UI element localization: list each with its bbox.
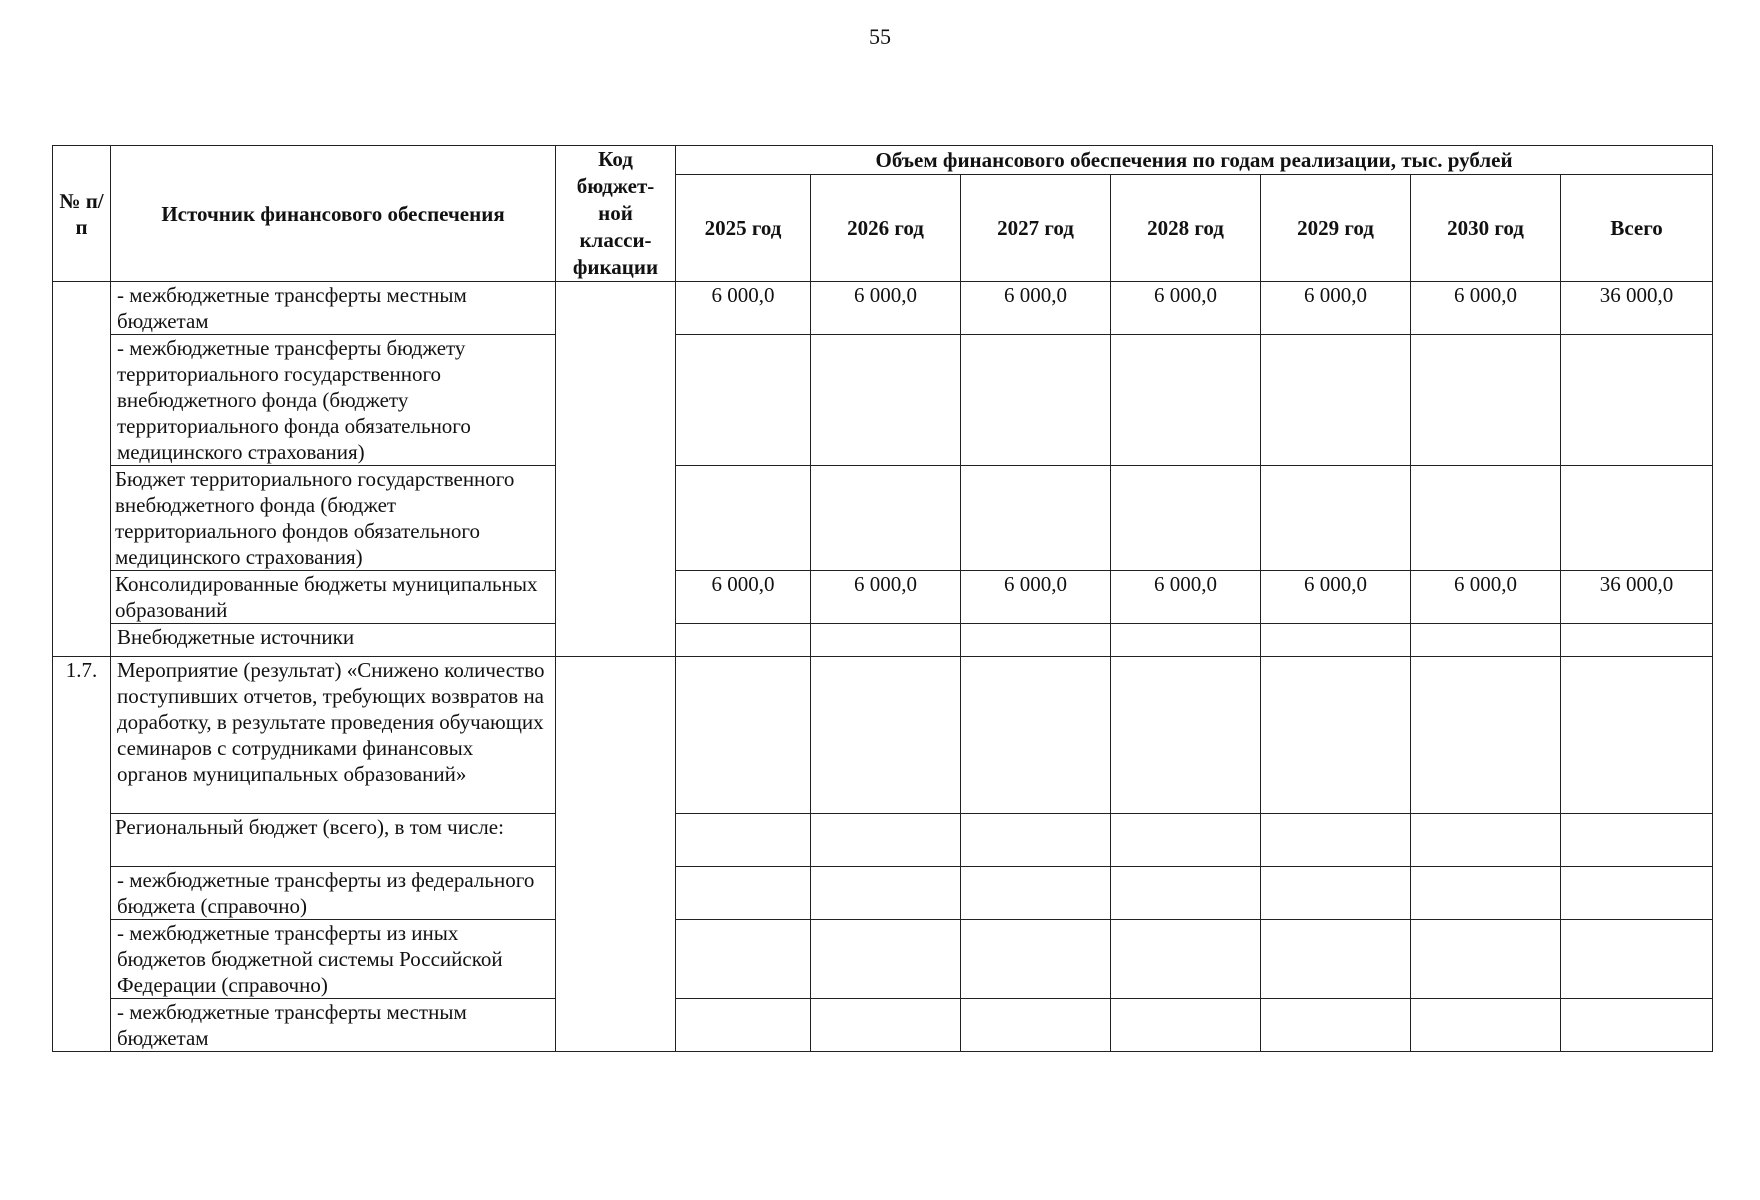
value-2027: 6 000,0: [961, 282, 1111, 335]
header-total: Всего: [1561, 175, 1713, 282]
value-2026: 6 000,0: [811, 282, 961, 335]
value-total: 36 000,0: [1561, 282, 1713, 335]
table-row: [53, 282, 1713, 335]
page-number: 55: [869, 24, 891, 49]
value-2029: [1261, 867, 1411, 920]
value-2030: 6 000,0: [1411, 571, 1561, 624]
value-2028: [1111, 335, 1261, 466]
source-cell: - межбюджетные трансферты местным бюджетам: [111, 999, 556, 1052]
value-2029: [1261, 999, 1411, 1052]
value-total: [1561, 814, 1713, 867]
value-2029: [1261, 657, 1411, 814]
value-2026: 6 000,0: [811, 571, 961, 624]
value-2028: 6 000,0: [1111, 282, 1261, 335]
value-2030: [1411, 814, 1561, 867]
table-row: [53, 867, 1713, 920]
value-total: [1561, 466, 1713, 571]
value-2028: [1111, 867, 1261, 920]
table-row: [53, 335, 1713, 466]
value-2027: [961, 814, 1111, 867]
value-2026: [811, 657, 961, 814]
value-2030: [1411, 624, 1561, 657]
source-cell: Региональный бюджет (всего), в том числе:: [111, 814, 556, 867]
value-2027: [961, 466, 1111, 571]
value-2027: [961, 867, 1111, 920]
value-2029: [1261, 624, 1411, 657]
value-2030: 6 000,0: [1411, 282, 1561, 335]
value-2030: [1411, 920, 1561, 999]
value-2026: [811, 999, 961, 1052]
value-total: [1561, 999, 1713, 1052]
source-cell: - межбюджетные трансферты из федерального бюджета (справочно): [111, 867, 556, 920]
value-2030: [1411, 335, 1561, 466]
value-total: [1561, 920, 1713, 999]
value-2025: [676, 335, 811, 466]
table-row: [53, 624, 1713, 657]
value-2026: [811, 466, 961, 571]
value-2025: 6 000,0: [676, 571, 811, 624]
value-2027: [961, 657, 1111, 814]
table-row: [53, 657, 1713, 814]
value-total: 36 000,0: [1561, 571, 1713, 624]
value-2029: [1261, 466, 1411, 571]
header-year-2028: 2028 год: [1111, 175, 1261, 282]
source-cell: Консолидированные бюджеты муниципальных образований: [111, 571, 556, 624]
value-2025: 6 000,0: [676, 282, 811, 335]
value-2028: [1111, 920, 1261, 999]
financing-table: [52, 145, 1713, 1052]
value-2027: [961, 920, 1111, 999]
value-2025: [676, 657, 811, 814]
header-code: Код бюджет-ной класси-фикации: [556, 146, 676, 282]
value-2029: [1261, 814, 1411, 867]
value-2030: [1411, 466, 1561, 571]
header-year-2025: 2025 год: [676, 175, 811, 282]
value-total: [1561, 657, 1713, 814]
value-2026: [811, 624, 961, 657]
value-2026: [811, 867, 961, 920]
value-2027: 6 000,0: [961, 571, 1111, 624]
value-2028: [1111, 657, 1261, 814]
value-total: [1561, 624, 1713, 657]
value-2025: [676, 466, 811, 571]
table-row: [53, 814, 1713, 867]
header-num: № п/п: [53, 146, 111, 282]
header-year-2030: 2030 год: [1411, 175, 1561, 282]
header-year-2029: 2029 год: [1261, 175, 1411, 282]
value-2029: [1261, 335, 1411, 466]
source-cell: Бюджет территориального государственного внебюджетного фонда (бюджет территориального фондов обязательного медицинского страхования): [111, 466, 556, 571]
value-2026: [811, 335, 961, 466]
value-2026: [811, 920, 961, 999]
table-row: [53, 920, 1713, 999]
value-2028: 6 000,0: [1111, 571, 1261, 624]
value-2029: [1261, 920, 1411, 999]
value-2030: [1411, 657, 1561, 814]
row-number: 1.7.: [53, 657, 111, 1052]
code-cell: [556, 657, 676, 1052]
value-2027: [961, 999, 1111, 1052]
table-row: [53, 999, 1713, 1052]
header-volume: Объем финансового обеспечения по годам реализации, тыс. рублей: [676, 146, 1713, 175]
value-2029: 6 000,0: [1261, 282, 1411, 335]
value-2029: 6 000,0: [1261, 571, 1411, 624]
value-2028: [1111, 999, 1261, 1052]
table-row: [53, 571, 1713, 624]
header-source: Источник финансового обеспечения: [111, 146, 556, 282]
value-2030: [1411, 867, 1561, 920]
source-cell: - межбюджетные трансферты местным бюджетам: [111, 282, 556, 335]
value-2027: [961, 335, 1111, 466]
source-cell: Мероприятие (результат) «Снижено количество поступивших отчетов, требующих возвратов на доработку, в результате проведения обучающих семинаров с сотрудниками финансовых органов муниципальных образований»: [111, 657, 556, 814]
value-2025: [676, 920, 811, 999]
source-cell: - межбюджетные трансферты бюджету территориального государственного внебюджетного фонда (бюджету территориального фонда обязательного медицинского страхования): [111, 335, 556, 466]
value-2030: [1411, 999, 1561, 1052]
header-year-2027: 2027 год: [961, 175, 1111, 282]
value-2025: [676, 999, 811, 1052]
source-cell: - межбюджетные трансферты из иных бюджетов бюджетной системы Российской Федерации (справочно): [111, 920, 556, 999]
value-2028: [1111, 814, 1261, 867]
value-total: [1561, 335, 1713, 466]
value-2025: [676, 867, 811, 920]
table-row: [53, 466, 1713, 571]
value-2025: [676, 624, 811, 657]
value-total: [1561, 867, 1713, 920]
code-cell: [556, 282, 676, 657]
header-year-2026: 2026 год: [811, 175, 961, 282]
value-2026: [811, 814, 961, 867]
row-number: [53, 282, 111, 657]
value-2028: [1111, 466, 1261, 571]
value-2028: [1111, 624, 1261, 657]
value-2027: [961, 624, 1111, 657]
source-cell: Внебюджетные источники: [111, 624, 556, 657]
value-2025: [676, 814, 811, 867]
